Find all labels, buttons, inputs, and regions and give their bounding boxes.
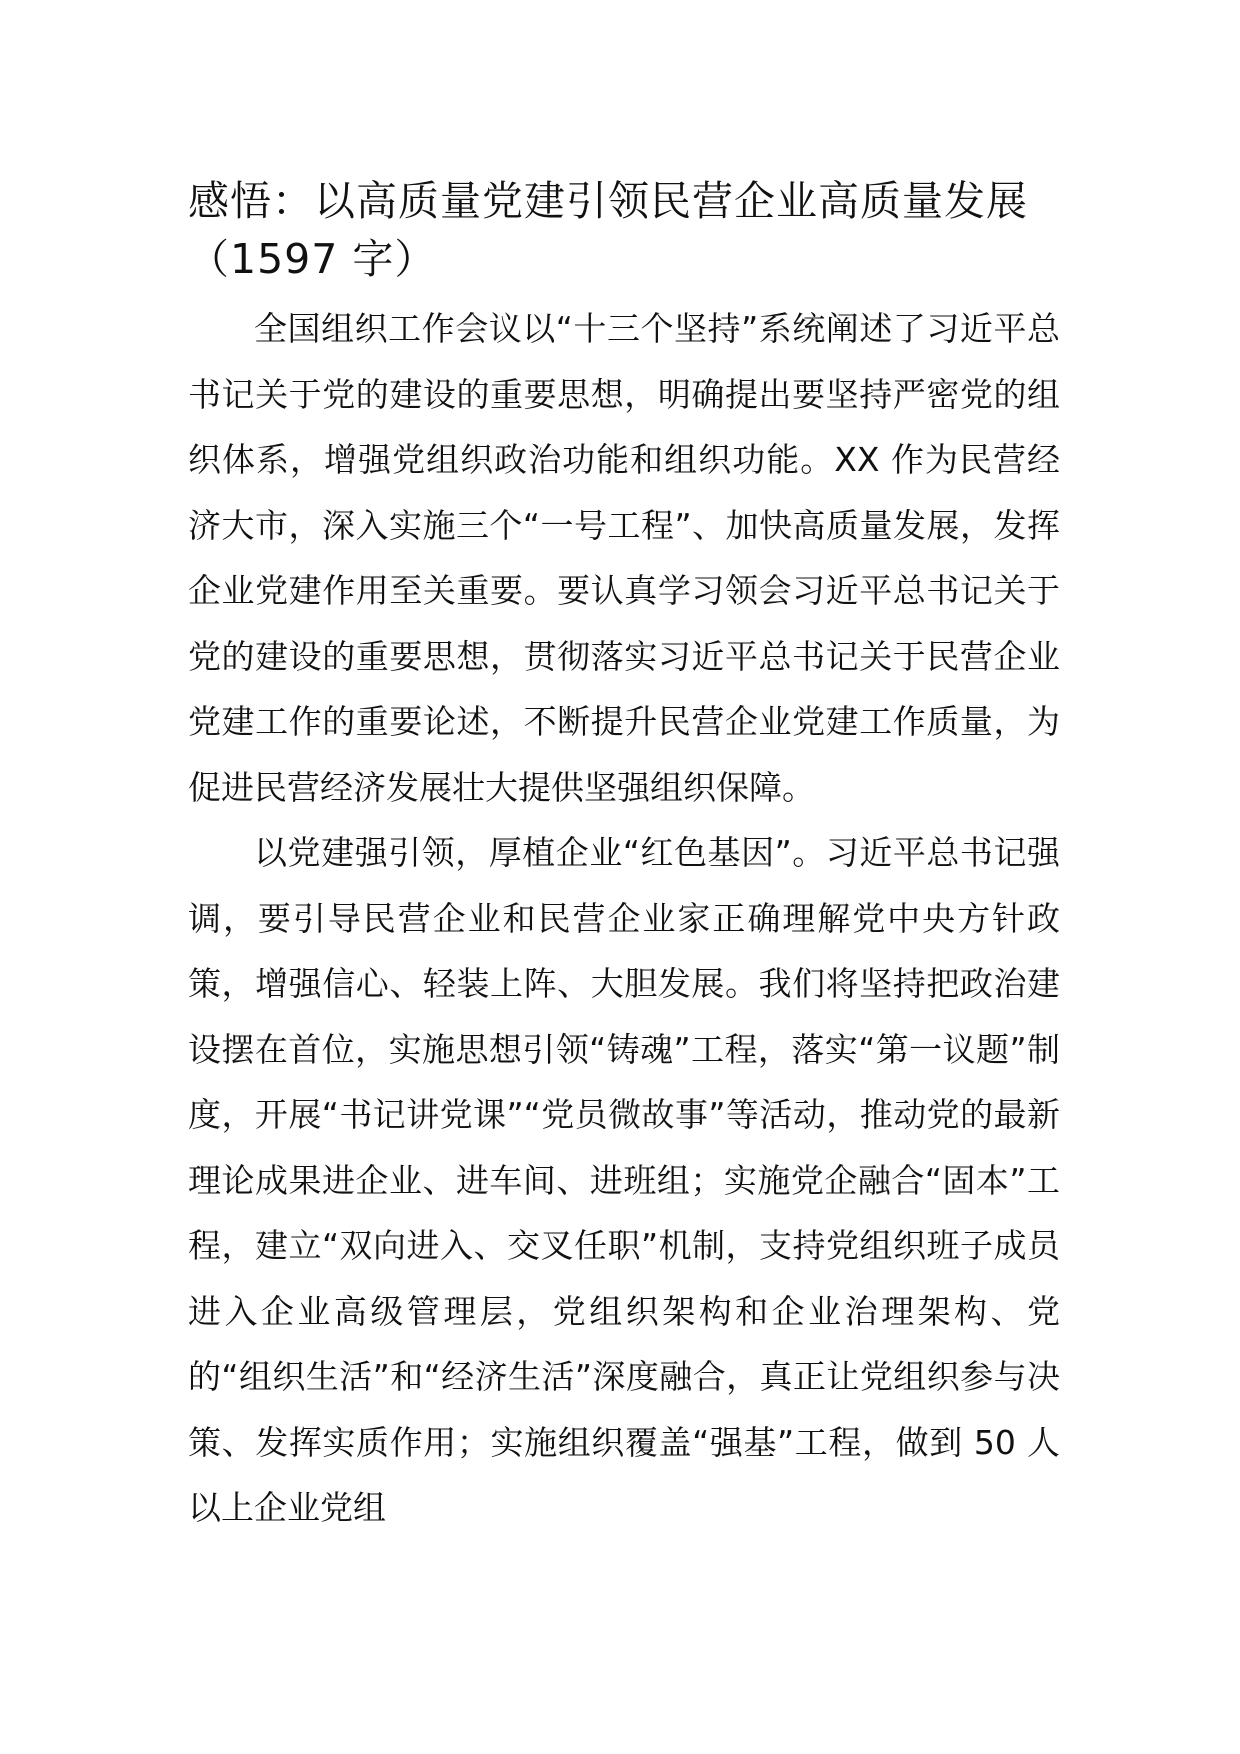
title-word-count: （1597 字） bbox=[188, 235, 437, 283]
title-main: 感悟：以高质量党建引领民营企业高质量发展 bbox=[188, 177, 1028, 225]
document-body bbox=[188, 172, 1060, 1541]
paragraph-party-building: 以党建强引领，厚植企业“红色基因”。习近平总书记强调，要引导民营企业和民营企业家正确理解党中央方针政策，增强信心、轻装上阵、大胆发展。我们将坚持把政治建设摆在首位，实施思想引领“铸魂”工程，落实“第一议题”制度，开展“书记讲党课”“党员微故事”等活动，推动党的最新理论成果进企业、进车间、进班组；实施党企融合“固本”工程，建立“双向进入、交叉任职”机制，支持党组织班子成员进入企业高级管理层，党组织架构和企业治理架构、党的“组织生活”和“经济生活”深度融合，真正让党组织参与决策、发挥实质作用；实施组织覆盖“强基”工程，做到 50 人以上企业党组 bbox=[188, 833, 1060, 1527]
document-title bbox=[188, 172, 1060, 288]
paragraph-intro: 全国组织工作会议以“十三个坚持”系统阐述了习近平总书记关于党的建设的重要思想，明确提出要坚持严密党的组织体系，增强党组织政治功能和组织功能。XX 作为民营经济大市，深入实施三个“一号工程”、加快高质量发展，发挥企业党建作用至关重要。要认真学习领会习近平总书记关于党的建设的重要思想，贯彻落实习近平总书记关于民营企业党建工作的重要论述，不断提升民营企业党建工作质量，为促进民营经济发展壮大提供坚强组织保障。 bbox=[188, 309, 1060, 807]
